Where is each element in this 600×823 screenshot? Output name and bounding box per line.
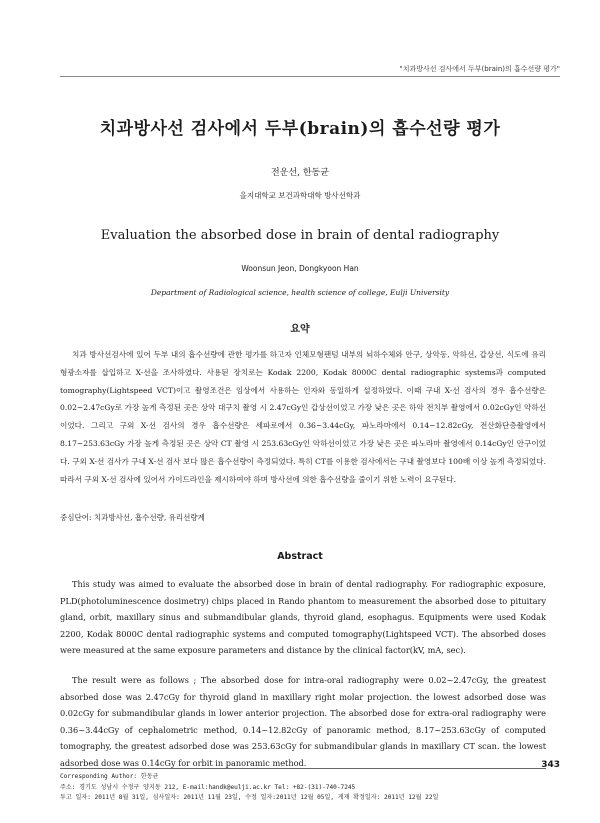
footnote [60,772,546,804]
english-authors: Woonsun Jeon, Dongkyoon Han [241,264,359,273]
english-abstract-heading: Abstract [277,551,323,562]
page-number: 343 [541,760,560,770]
footnote-contact: 주소: 경기도 성남시 수정구 양지동 212, E-mail:handk@eulji.ac.kr Tel: +82-(31)-740-7245 [60,783,356,791]
korean-title: 치과방사선 검사에서 두부(brain)의 흡수선량 평가 [99,119,501,139]
running-head: "치과방사선 검사에서 두부(brain)의 흡수선량 평가" [399,65,560,73]
korean-authors: 전운선, 한동균 [271,168,329,178]
english-affiliation: Department of Radiological science, health science of college, Eulji University [150,288,450,297]
english-abstract-paragraph: This study was aimed to evaluate the absorbed dose in brain of dental radiography. For radiographic exposure, PLD(photoluminescence dosimetry) chips placed in Rando phantom to measurement the absorbed dose to pituitary gland, orbit, maxillary sinus and submandibular glands, thyroid gland, esophagus. Equipments were used Kodak 2200, Kodak 8000C dental radiographic systems and computed tomography(Lightspeed VCT). The absorbed doses were measured at the same exposure parameters and distance by the clinical factor(kV, mA, sec). [60,579,546,656]
korean-abstract-body: 치과 방사선검사에 있어 두부 내의 흡수선량에 관한 평가를 하고자 인체모형팬텀 내부의 뇌하수체와 안구, 상악동, 악하선, 갑상선, 식도에 유리형광소자를 삽입하고 X-선을 조사하였다. 사용된 장치로는 Kodak 2200, Kodak 8000C dental radiographic systems과 computed tomography(Lightspeed VCT)이고 촬영조건은 임상에서 사용하는 인자와 동일하게 설정하였다. 이때 구내 X-선 검사의 경우 흡수선량은 0.02~2.47cGy로 가장 높게 측정된 곳은 상악 대구치 촬영 시 2.47cGy인 갑상선이었고 가장 낮은 곳은 하악 전치부 촬영에서 0.02cGy인 악하선이었다. 그리고 구외 X-선 검사의 경우 흡수선량은 세파로에서 0.36~3.44cGy, 파노라마에서 0.14~12.82cGy, 전산화단층촬영에서 8.17~253.63cGy 가장 높게 측정된 곳은 상악 CT 촬영 시 253.63cGy인 악하선이었고 가장 낮은 곳은 파노라마 촬영에서 0.14cGy인 안구이었다. 구외 X-선 검사가 구내 X-선 검사 보다 많은 흡수선량이 측정되었다. 특히 CT를 이용한 검사에서는 구내 촬영보다 100배 이상 높게 측정되었다. 따라서 구외 X-선 검사에 있어서 가이드라인을 제시하여야 하며 방사선에 의한 흡수선량을 줄이기 위한 노력이 요구된다. [60,350,546,484]
korean-abstract-heading: 요약 [290,324,310,335]
footnote-divider [60,768,546,769]
korean-keywords: 중심단어: 치과방사선, 흡수선량, 유리선량계 [60,513,205,522]
footnote-author: Corresponding Author: 한동균 [60,773,159,780]
header-divider [60,76,560,77]
english-title: Evaluation the absorbed dose in brain of dental radiography [100,228,500,243]
english-abstract-paragraph: The result were as follows ; The absorbed dose for intra-oral radiography were 0.02~2.47cGy, the greatest absorbed dose was 2.47cGy for thyroid gland in maxillary right molar projection. the lowest adsorbed dose was 0.02cGy for submandibular glands in lower anterior projection. The absorbed dose for extra-oral radiography were 0.36~3.44cGy of cephalometric method, 0.14~12.82cGy of panoramic method, 8.17~253.63cGy of computed tomography, the greatest adsorbed dose was 253.63cGy for submandibular glands in maxillary CT scan. the lowest adsorbed dose was 0.14cGy for orbit in panoramic method. [60,675,546,768]
footnote-dates: 투고 일자: 2011년 8월 31일, 심사일자: 2011년 11월 23일, 수정 일자:2011년 12월 05일, 게재 확정일자: 2011년 12월 22일 [60,794,439,802]
korean-affiliation: 을지대학교 보건과학대학 방사선학과 [239,191,361,200]
